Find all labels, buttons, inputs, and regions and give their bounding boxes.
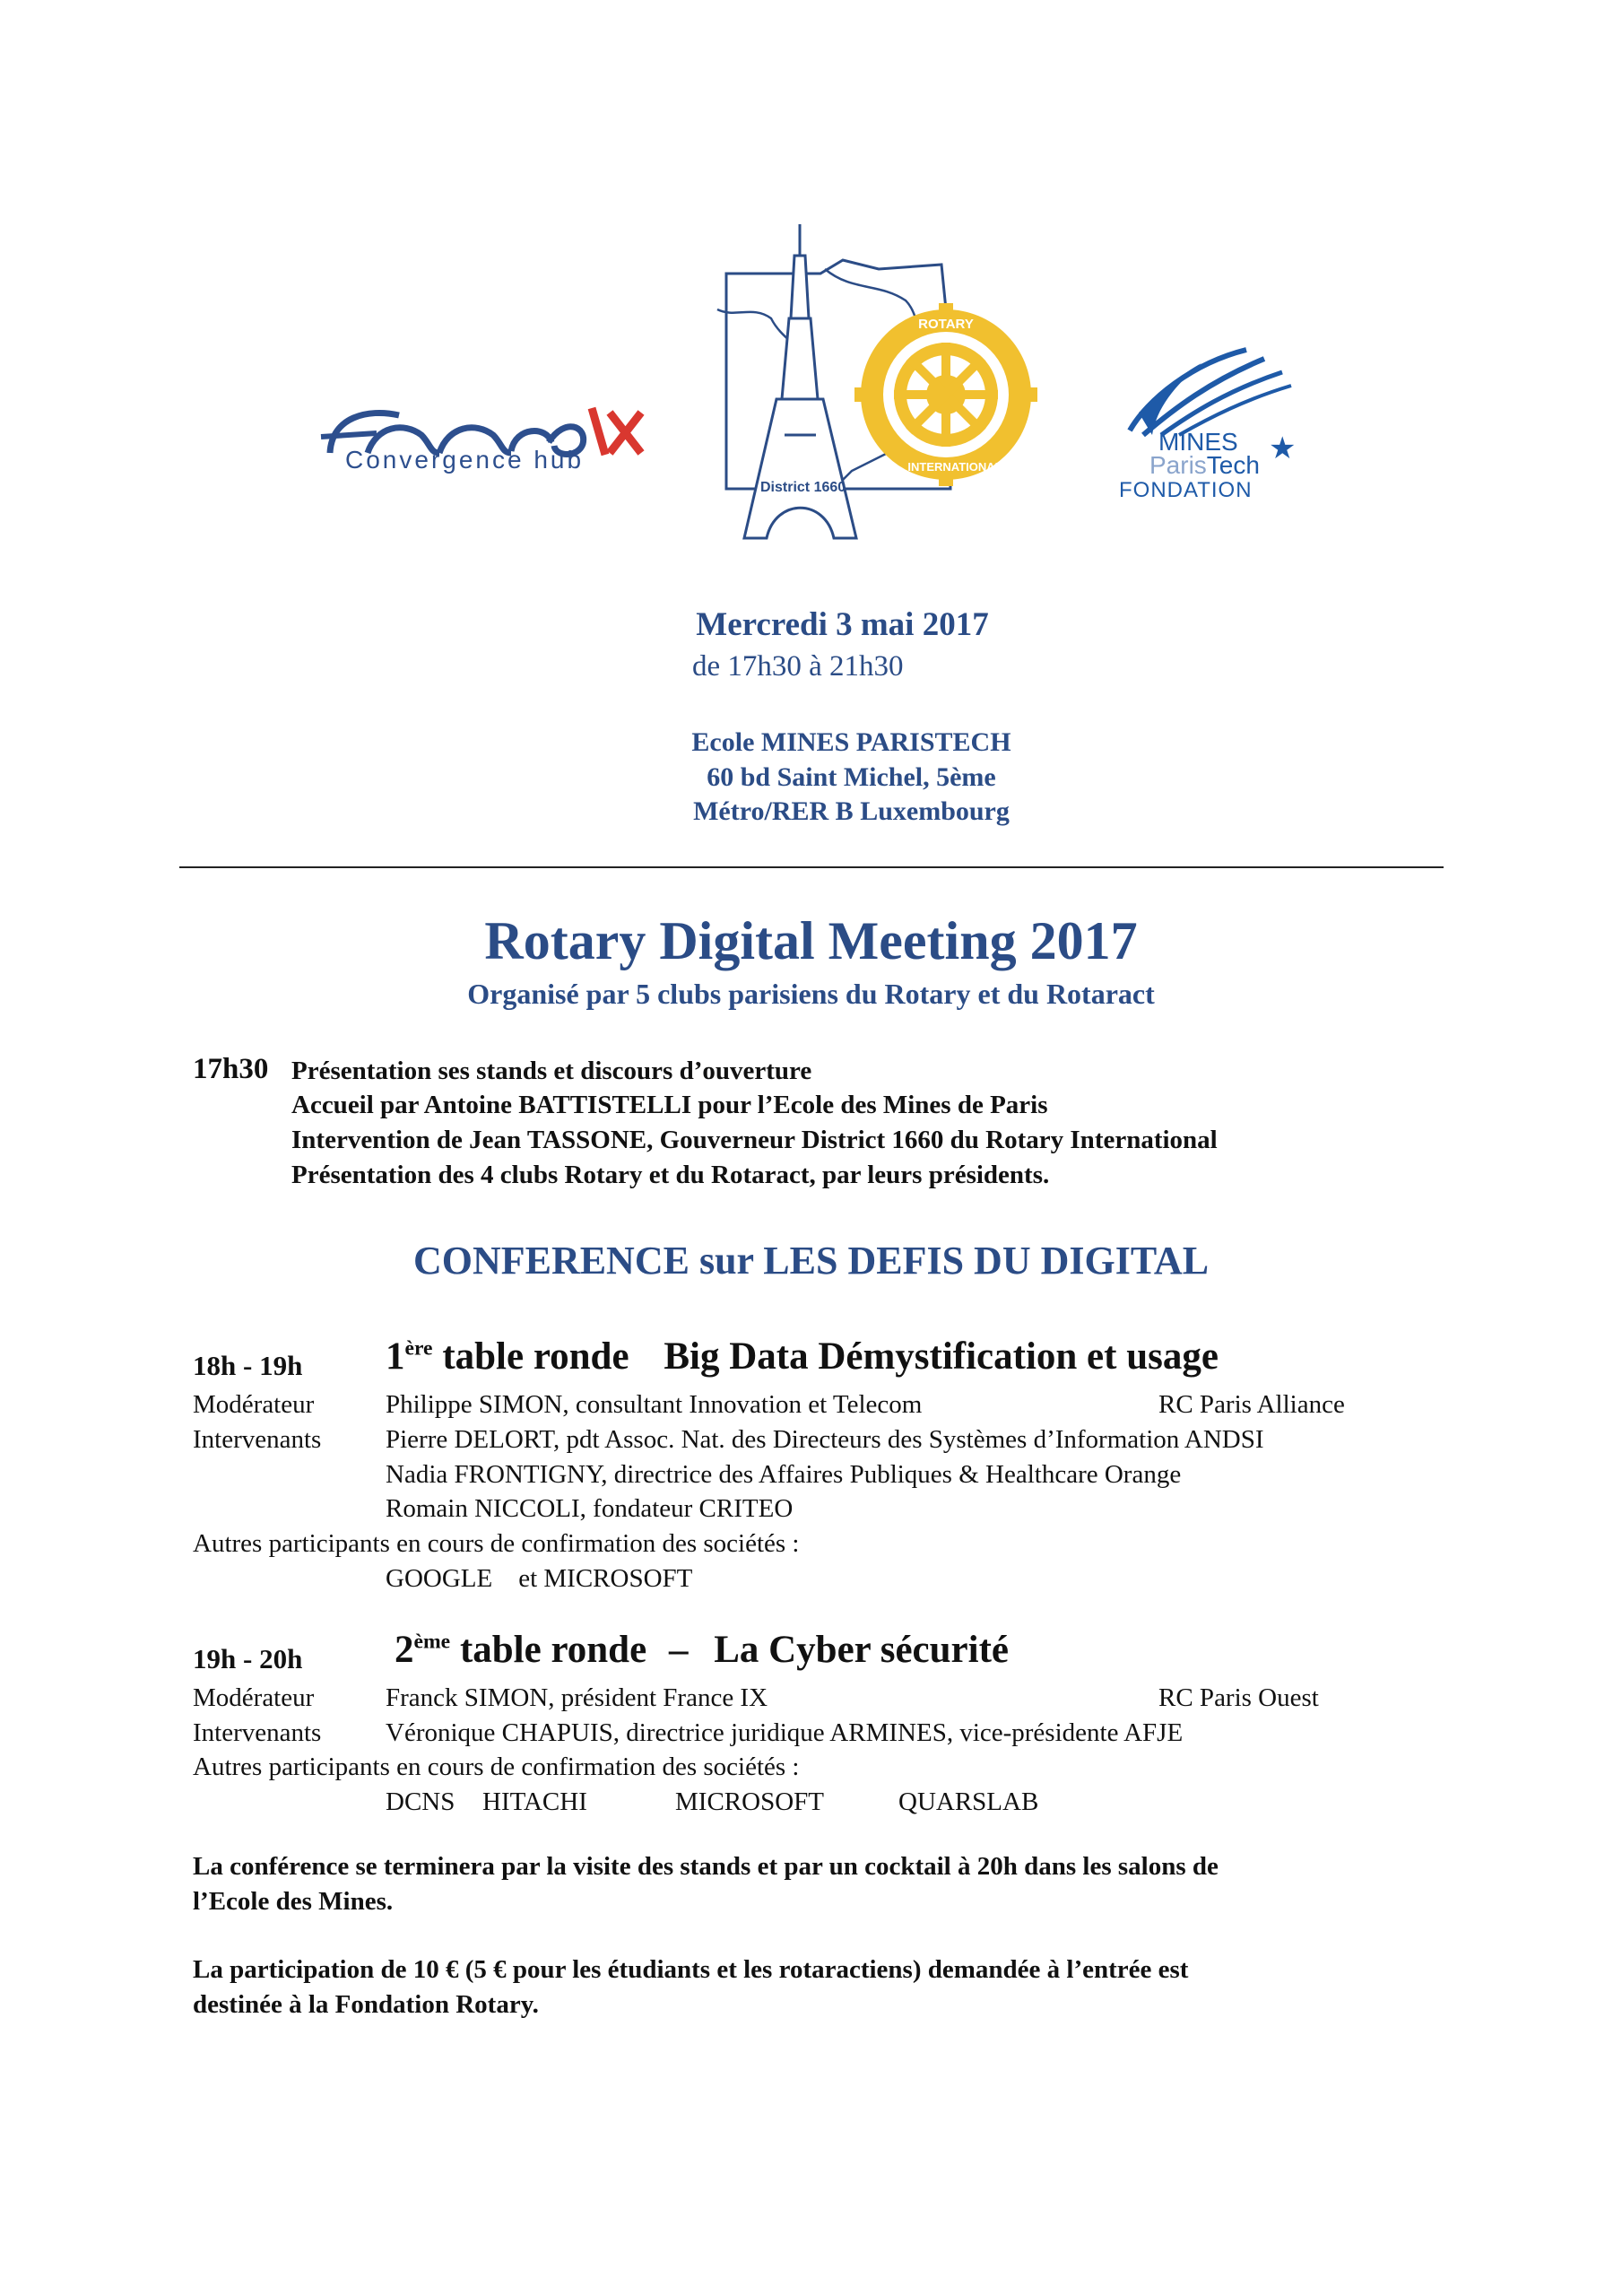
event-metro: Métro/RER B Luxembourg — [693, 796, 1010, 826]
page-subtitle: Organisé par 5 clubs parisiens du Rotary et du Rotaract — [467, 978, 1155, 1010]
round2-others: Autres participants en cours de confirmation des sociétés : — [193, 1752, 800, 1781]
round2-dash: – — [668, 1629, 689, 1671]
event-venue: Ecole MINES PARISTECH — [691, 727, 1011, 757]
mines-star-icon: ★ — [1269, 432, 1297, 465]
opening-line: Intervention de Jean TASSONE, Gouverneur District 1660 du Rotary International — [291, 1126, 1218, 1154]
round2-time: 19h - 20h — [193, 1643, 303, 1674]
opening-line: Accueil par Antoine BATTISTELLI pour l’Ecole des Mines de Paris — [291, 1091, 1048, 1119]
round1-sup: ère — [404, 1336, 433, 1361]
round2-moderator-club: RC Paris Ouest — [1158, 1683, 1319, 1712]
round1-moderator-label: Modérateur — [193, 1390, 315, 1419]
fee-line: La participation de 10 € (5 € pour les étudiants et les rotaractiens) demandée à l’entrée est — [193, 1955, 1189, 1984]
round2-topic: La Cyber sécurité — [714, 1629, 1009, 1671]
event-date: Mercredi 3 mai 2017 — [696, 606, 989, 643]
svg-text:INTERNATIONAL: INTERNATIONAL — [907, 460, 1002, 474]
divider — [179, 866, 1444, 868]
round1-moderator-club: RC Paris Alliance — [1158, 1390, 1345, 1419]
round2-speakers-label: Intervenants — [193, 1718, 322, 1747]
round2-company: QUARSLAB — [898, 1787, 1039, 1816]
closing-line: La conférence se terminera par la visite des stands et par un cocktail à 20h dans les salons de — [193, 1852, 1219, 1881]
district-label: District 1660 — [760, 480, 846, 495]
event-time: de 17h30 à 21h30 — [692, 650, 904, 683]
svg-text:ROTARY: ROTARY — [918, 317, 974, 332]
round1-speaker: Nadia FRONTIGNY, directrice des Affaires Publiques & Healthcare Orange — [386, 1460, 1182, 1489]
round1-heading — [386, 1335, 1219, 1378]
rotary-district-logo — [699, 220, 1058, 552]
round2-company: DCNS — [386, 1787, 455, 1816]
page-title: Rotary Digital Meeting 2017 — [484, 911, 1138, 970]
rotary-district-graphic — [699, 220, 1058, 552]
mines-paristech — [1149, 451, 1260, 480]
round2-label: table ronde — [459, 1629, 647, 1671]
opening-line: Présentation des 4 clubs Rotary et du Rotaract, par leurs présidents. — [291, 1161, 1050, 1189]
round1-speaker: Pierre DELORT, pdt Assoc. Nat. des Directeurs des Systèmes d’Information ANDSI — [386, 1425, 1264, 1454]
round1-time: 18h - 19h — [193, 1350, 303, 1381]
round1-others: Autres participants en cours de confirmation des sociétés : — [193, 1529, 800, 1558]
round1-speaker: Romain NICCOLI, fondateur CRITEO — [386, 1494, 794, 1523]
opening-line: Présentation ses stands et discours d’ouverture — [291, 1057, 812, 1085]
round1-num: 1 — [386, 1335, 405, 1378]
mines-name: MINES — [1158, 428, 1238, 456]
round1-moderator: Philippe SIMON, consultant Innovation et Telecom — [386, 1390, 923, 1419]
round1-speakers-label: Intervenants — [193, 1425, 322, 1454]
round2-speaker: Véronique CHAPUIS, directrice juridique ARMINES, vice-présidente AFJE — [386, 1718, 1184, 1747]
round2-moderator-label: Modérateur — [193, 1683, 315, 1712]
franceix-logo — [314, 381, 664, 489]
round1-label: table ronde — [442, 1335, 629, 1378]
round1-topic: Big Data Démystification et usage — [664, 1335, 1219, 1378]
closing-line: l’Ecole des Mines. — [193, 1887, 394, 1916]
round2-moderator: Franck SIMON, président France IX — [386, 1683, 768, 1712]
round2-sup: ème — [413, 1630, 451, 1654]
round1-companies: GOOGLE et MICROSOFT — [386, 1564, 693, 1593]
round2-heading — [395, 1628, 1009, 1672]
round2-company: MICROSOFT — [675, 1787, 824, 1816]
round2-num: 2 — [395, 1629, 414, 1671]
fee-line: destinée à la Fondation Rotary. — [193, 1990, 539, 2019]
round2-company: HITACHI — [482, 1787, 587, 1816]
mines-paristech-logo — [1112, 345, 1318, 516]
opening-time: 17h30 — [193, 1053, 269, 1085]
franceix-tagline: Convergence hub — [345, 446, 585, 474]
mines-tech: Tech — [1206, 451, 1260, 479]
mines-paris: Paris — [1149, 451, 1207, 479]
event-address: 60 bd Saint Michel, 5ème — [707, 762, 996, 792]
conference-title: CONFERENCE sur LES DEFIS DU DIGITAL — [412, 1239, 1210, 1283]
mines-fondation: FONDATION — [1119, 478, 1253, 502]
